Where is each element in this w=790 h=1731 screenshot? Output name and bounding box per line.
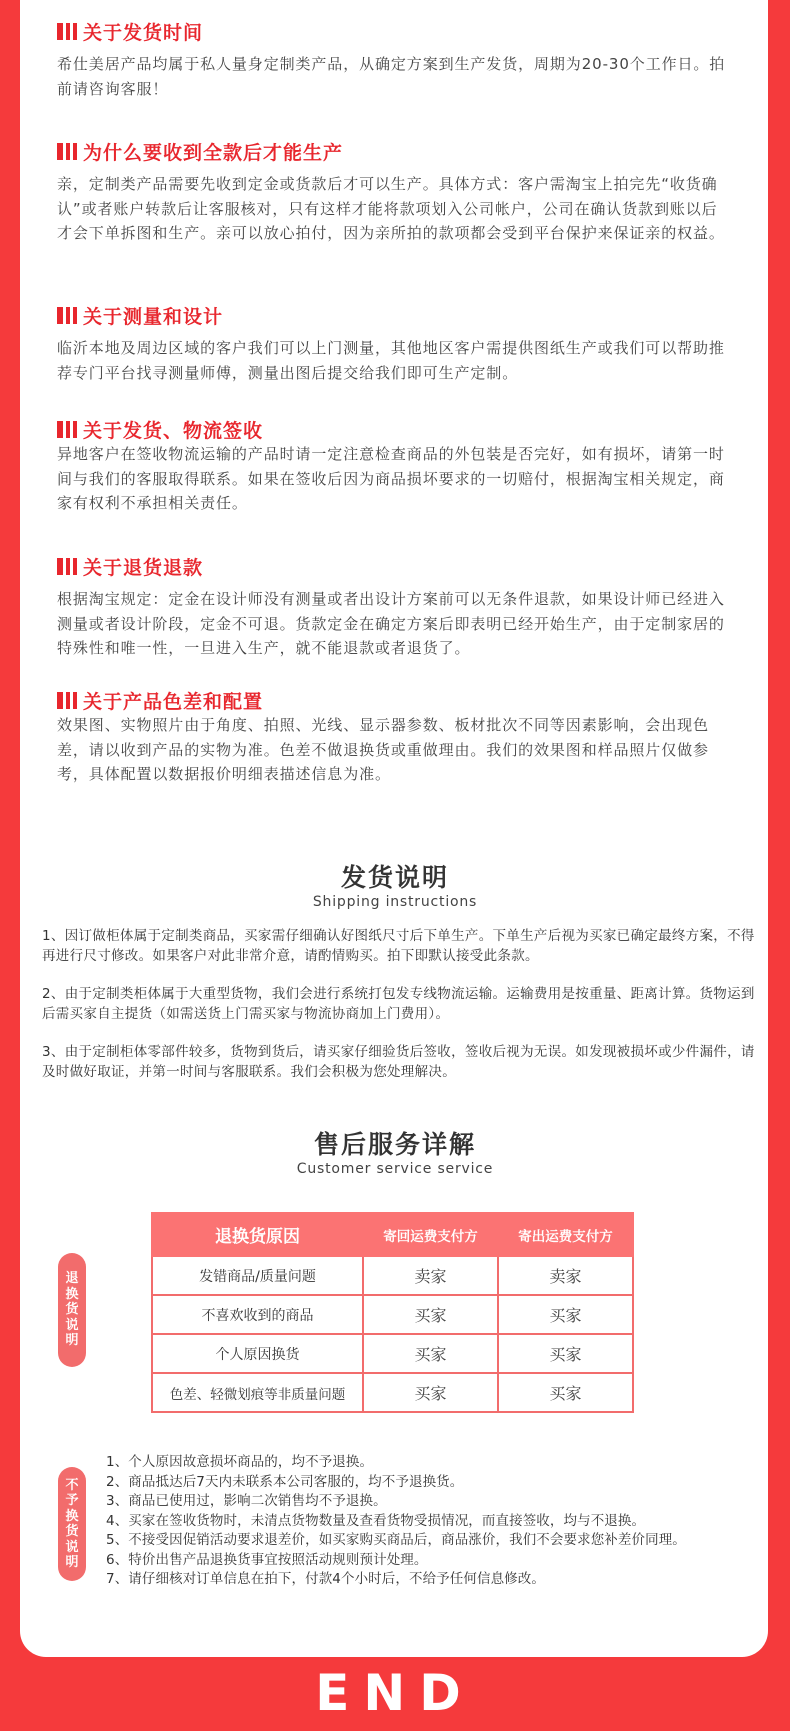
table-row [152, 1295, 633, 1334]
section-measure-design [57, 302, 727, 385]
section-title: 关于退货退款 [83, 556, 204, 579]
end-banner: END [315, 1664, 475, 1722]
return-fee-table [151, 1212, 634, 1413]
table-cell-value: 买家 [498, 1334, 633, 1373]
table-cell-value: 买家 [363, 1295, 498, 1334]
table-cell-value: 卖家 [363, 1256, 498, 1295]
section-title: 为什么要收到全款后才能生产 [83, 141, 344, 164]
list-item: 1、个人原因故意损坏商品的，均不予退换。 [106, 1454, 374, 1470]
list-item: 6、特价出售产品退换货事宜按照活动规则预计处理。 [106, 1551, 428, 1568]
table-cell-value: 买家 [498, 1295, 633, 1334]
title-bars-icon [57, 307, 77, 324]
service-header [0, 1130, 790, 1178]
section-shipping-time [57, 18, 727, 101]
section-title: 关于发货、物流签收 [83, 419, 264, 442]
list-item: 7、请仔细核对订单信息在拍下，付款4个小时后，不给予任何信息修改。 [106, 1571, 545, 1587]
section-body: 亲，定制类产品需要先收到定金或货款后才可以生产。具体方式：客户需淘宝上拍完先“收货确认”或者账户转款后让客服核对，只有这样才能将款项划入公司帐户，公司在确认货款到账以后才会下单拆图和生产。亲可以放心拍付，因为亲所拍的款项都会受到平台保护来保证亲的权益。 [57, 175, 725, 242]
table-cell-reason: 发错商品/质量问题 [152, 1256, 363, 1295]
section-body: 临沂本地及周边区域的客户我们可以上门测量，其他地区客户需提供图纸生产或我们可以帮助推荐专门平台找寻测量师傅，测量出图后提交给我们即可生产定制。 [57, 339, 725, 382]
no-return-pill [58, 1467, 86, 1581]
section-refund [57, 553, 727, 661]
section-logistics-signing [57, 416, 727, 516]
list-item: 5、不接受因促销活动要求退差价，如买家购买商品后，商品涨价，我们不会要求您补差价同理。 [106, 1532, 686, 1548]
section-body: 希仕美居产品均属于私人量身定制类产品，从确定方案到生产发货，周期为20-30个工作日。拍前请咨询客服！ [57, 55, 726, 98]
return-explanation-pill [58, 1253, 86, 1367]
section-body: 根据淘宝规定：定金在设计师没有测量或者出设计方案前可以无条件退款，如果设计师已经进入测量或者设计阶段，定金不可退。货款定金在确定方案后即表明已经开始生产，由于定制家居的特殊性和唯一性，一旦进入生产，就不能退款或者退货了。 [57, 590, 725, 657]
table-row [152, 1334, 633, 1373]
shipping-item: 3、由于定制柜体零部件较多，货物到货后，请买家仔细验货后签收，签收后视为无误。如发现被损坏或少件漏件，请及时做好取证，并第一时间与客服联系。我们会积极为您处理解决。 [42, 1044, 755, 1080]
pill-label: 退换货说明 [65, 1271, 79, 1349]
shipping-title: 发货说明 [340, 863, 449, 892]
table-row [152, 1373, 633, 1412]
header-send-fee: 寄出运费支付方 [498, 1213, 633, 1256]
shipping-item: 1、因订做柜体属于定制类商品，买家需仔细确认好图纸尺寸后下单生产。下单生产后视为买家已确定最终方案，不得再进行尺寸修改。如果客户对此非常介意，请酌情购买。拍下即默认接受此条款。 [42, 928, 755, 964]
shipping-subtitle: Shipping instructions [312, 894, 478, 910]
table-cell-value: 买家 [498, 1373, 633, 1412]
section-title: 关于发货时间 [83, 21, 204, 44]
section-title: 关于产品色差和配置 [83, 690, 264, 713]
header-return-fee: 寄回运费支付方 [363, 1213, 498, 1256]
title-bars-icon [57, 421, 77, 438]
title-bars-icon [57, 692, 77, 709]
table-row [152, 1256, 633, 1295]
section-title: 关于测量和设计 [83, 305, 224, 328]
table-cell-reason: 色差、轻微划痕等非质量问题 [152, 1373, 363, 1412]
no-return-list [106, 1453, 686, 1590]
table-cell-reason: 个人原因换货 [152, 1334, 363, 1373]
header-reason: 退换货原因 [152, 1213, 363, 1256]
section-full-payment [57, 138, 727, 246]
section-body: 效果图、实物照片由于角度、拍照、光线、显示器参数、板材批次不同等因素影响，会出现色差，请以收到产品的实物为准。色差不做退换货或重做理由。我们的效果图和样品照片仅做参考，具体配置以数据报价明细表描述信息为准。 [57, 716, 709, 783]
section-body: 异地客户在签收物流运输的产品时请一定注意检查商品的外包装是否完好，如有损坏，请第一时间与我们的客服取得联系。如果在签收后因为商品损坏要求的一切赔付，根据淘宝相关规定，商家有权利不承担相关责任。 [57, 445, 725, 512]
section-color-config [57, 687, 727, 787]
table-cell-value: 卖家 [498, 1256, 633, 1295]
service-title: 售后服务详解 [313, 1130, 476, 1159]
table-header-row [152, 1213, 633, 1256]
table-cell-value: 买家 [363, 1334, 498, 1373]
title-bars-icon [57, 23, 77, 40]
pill-label: 不予换货说明 [65, 1477, 79, 1570]
title-bars-icon [57, 143, 77, 160]
shipping-header [0, 863, 790, 911]
shipping-item: 2、由于定制类柜体属于大重型货物，我们会进行系统打包发专线物流运输。运输费用是按重量、距离计算。货物运到后需买家自主提货（如需送货上门需买家与物流协商加上门费用）。 [42, 986, 755, 1022]
list-item: 2、商品抵达后7天内未联系本公司客服的，均不予退换货。 [106, 1473, 464, 1490]
title-bars-icon [57, 558, 77, 575]
list-item: 3、商品已使用过，影响二次销售均不予退换。 [106, 1493, 387, 1509]
table-cell-reason: 不喜欢收到的商品 [152, 1295, 363, 1334]
table-cell-value: 买家 [363, 1373, 498, 1412]
list-item: 4、买家在签收货物时，未清点货物数量及查看货物受损情况，而直接签收，均与不退换。 [106, 1512, 646, 1529]
service-subtitle: Customer service service [296, 1161, 494, 1177]
